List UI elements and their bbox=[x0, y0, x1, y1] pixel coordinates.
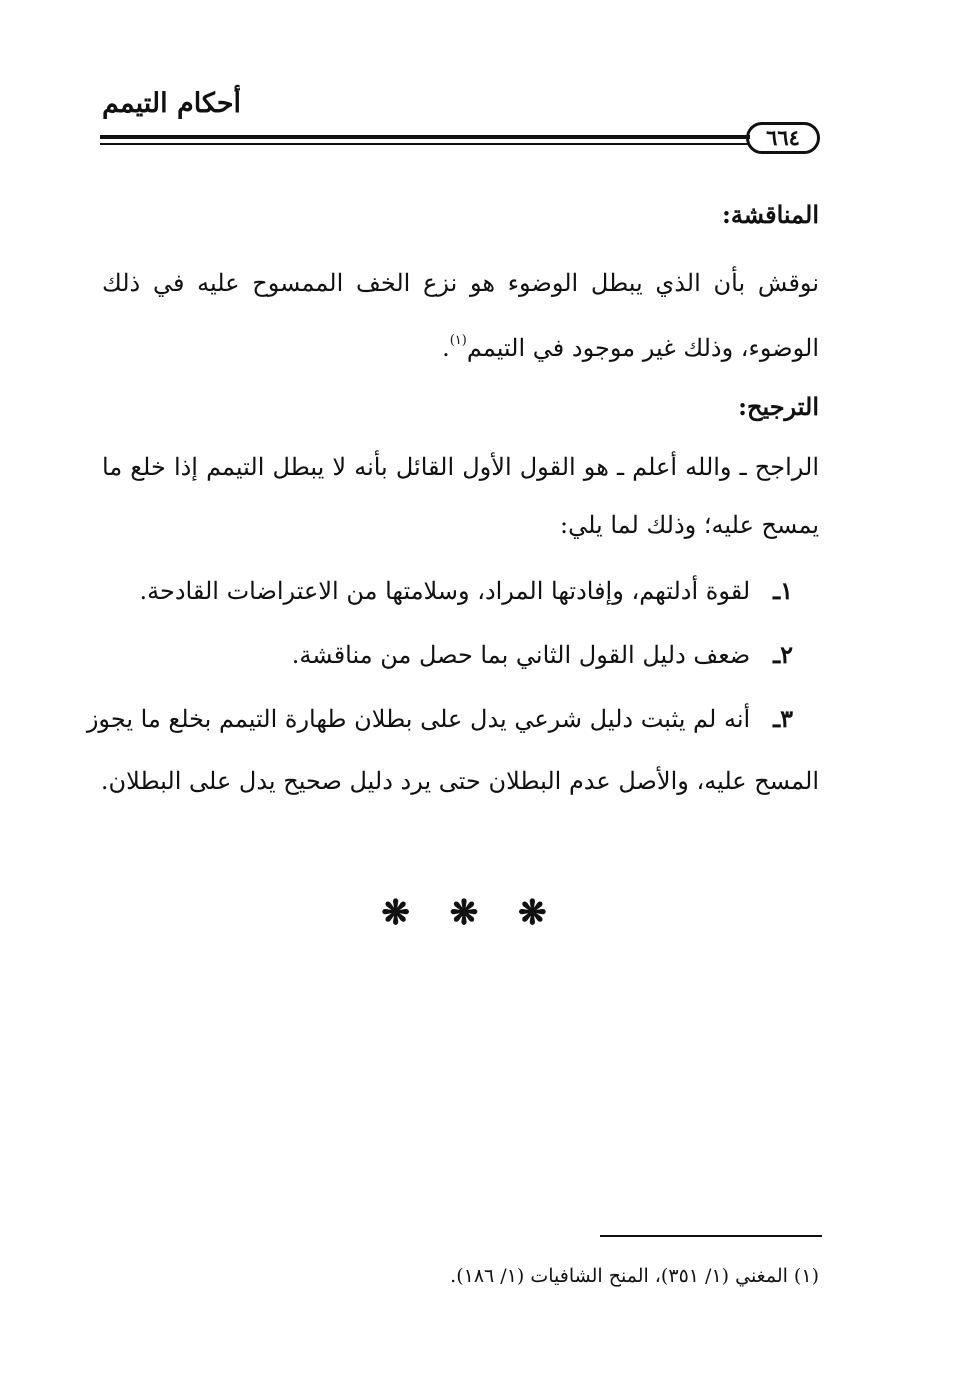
page-number: ٦٦٤ bbox=[746, 122, 820, 154]
reason-item-1 bbox=[140, 574, 794, 608]
discussion-heading: المناقشة: bbox=[721, 200, 819, 229]
reason-3-continuation: المسح عليه، والأصل عدم البطلان حتى يرد دليل صحيح يدل على البطلان. bbox=[100, 767, 819, 795]
section-separator bbox=[0, 893, 928, 933]
footnote-rule bbox=[600, 1235, 822, 1237]
star-ornament: ❋ bbox=[381, 893, 410, 933]
preference-line-1: الراجح ـ والله أعلم ـ هو القول الأول القائل بأنه لا يبطل التيمم إذا خلع ما bbox=[102, 453, 819, 481]
star-ornament: ❋ bbox=[518, 893, 547, 933]
star-ornament: ❋ bbox=[449, 893, 479, 933]
footnote-reference: (١) bbox=[449, 333, 467, 348]
header-rule-thick bbox=[100, 135, 750, 139]
discussion-line-2-end: . bbox=[442, 334, 450, 362]
header-rule-thin bbox=[100, 143, 750, 145]
reason-item-2 bbox=[292, 638, 793, 672]
discussion-line-1: نوقش بأن الذي يبطل الوضوء هو نزع الخف الممسوح عليه في ذلك bbox=[102, 269, 819, 297]
reason-item-3 bbox=[86, 702, 793, 736]
running-title: أحكام التيمم bbox=[102, 88, 242, 119]
reason-text-2: ضعف دليل القول الثاني بما حصل من مناقشة. bbox=[291, 641, 751, 669]
preference-heading: الترجيح: bbox=[738, 392, 819, 421]
footnote: (١) المغني (١/ ٣٥١)، المنح الشافيات (١/ ١٨٦). bbox=[450, 1265, 819, 1287]
preference-line-2: يمسح عليه؛ وذلك لما يلي: bbox=[559, 511, 819, 539]
discussion-line-2 bbox=[442, 324, 819, 365]
reason-number-2: ٢ـ bbox=[773, 640, 793, 669]
discussion-line-2-text: الوضوء، وذلك غير موجود في التيمم bbox=[466, 334, 819, 362]
reason-number-1: ١ـ bbox=[773, 576, 793, 605]
reason-text-1: لقوة أدلتهم، وإفادتها المراد، وسلامتها من الاعتراضات القادحة. bbox=[139, 577, 751, 605]
reason-text-3: أنه لم يثبت دليل شرعي يدل على بطلان طهارة التيمم بخلع ما يجوز bbox=[86, 705, 751, 733]
reason-number-3: ٣ـ bbox=[773, 704, 793, 733]
